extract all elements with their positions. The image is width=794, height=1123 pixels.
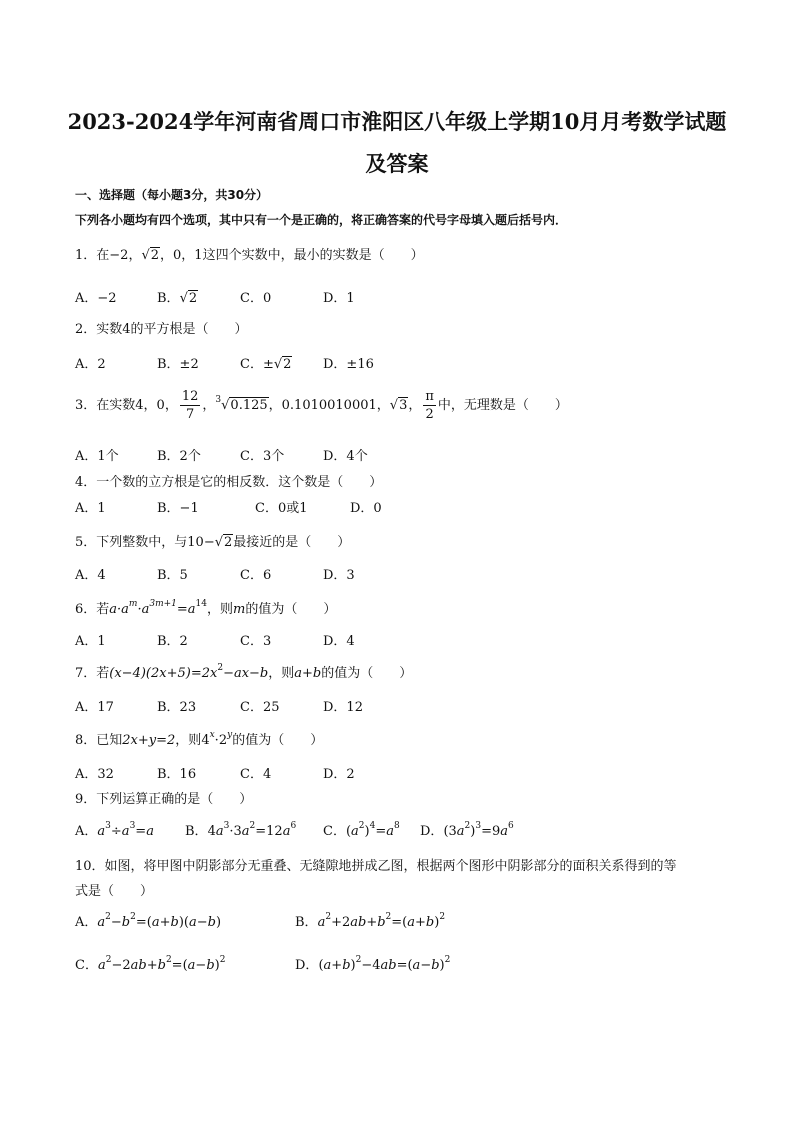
option-a: A．−2 — [75, 291, 117, 306]
option-a: A．$a^2-b^2=(a+b)(a-b)$ — [75, 912, 222, 930]
option-a: A．2 — [75, 357, 106, 372]
question-9: 9．下列运算正确的是（ ） — [75, 792, 253, 807]
option-b: B．√2 — [157, 291, 198, 306]
option-b: B．±2 — [157, 357, 199, 372]
option-a: A．$a^3\div a^3=a$ — [75, 821, 154, 839]
option-c: C．3个 — [240, 449, 285, 464]
option-b: B．2个 — [157, 449, 201, 464]
question-8: 8．已知2x+y=2，则$4^x\cdot 2^y$的值为（ ） — [75, 730, 324, 748]
option-a: A．4 — [75, 568, 106, 583]
option-b: B．$4a^3\cdot 3a^2=12a^6$ — [185, 821, 297, 839]
document-title-line2: 及答案 — [365, 151, 429, 176]
option-b: B．−1 — [157, 501, 199, 516]
option-d: D．0 — [350, 501, 382, 516]
option-c: C．25 — [240, 700, 280, 715]
question-7: 7．若$(x-4)(2x+5)=2x^2-ax-b$，则a+b的值为（ ） — [75, 663, 413, 681]
question-4: 4．一个数的立方根是它的相反数．这个数是（ ） — [75, 475, 383, 490]
option-d: D．$(3a^2)^3=9a^6$ — [420, 821, 514, 839]
fraction-12-7: $\frac{12}{7}$ — [181, 389, 199, 422]
question-10-line2: 式是（ ） — [75, 884, 154, 899]
option-b: B．16 — [157, 767, 197, 782]
question-6: 6．若$a\cdot a^m\cdot a^{3m+1}=a^{14}$，则m的值为（ ） — [75, 599, 337, 617]
section-heading: 一、选择题（每小题3分，共30分） — [75, 188, 269, 202]
fraction-pi-2: $\frac{\pi}{2}$ — [425, 389, 434, 422]
question-2: 2．实数4的平方根是（ ） — [75, 322, 248, 337]
question-5: 5．下列整数中，与10−√2最接近的是（ ） — [75, 535, 351, 550]
option-d: D．±16 — [323, 357, 374, 372]
option-b: B．$a^2+2ab+b^2=(a+b)^2$ — [295, 912, 446, 930]
question-3: 3．在实数4，0， $\frac{12}{7}$ ，$^3$√0.125，0.1010010001，√3， $\frac{\pi}{2}$ 中，无理数是（ ） — [75, 389, 568, 422]
option-c: C．6 — [240, 568, 272, 583]
option-c: C．0 — [240, 291, 272, 306]
option-b: B．23 — [157, 700, 197, 715]
option-d: D．12 — [323, 700, 363, 715]
option-c: C．4 — [240, 767, 272, 782]
option-c: C．$a^2-2ab+b^2=(a-b)^2$ — [75, 955, 226, 973]
option-d: D．4个 — [323, 449, 368, 464]
question-1: 1．在−2，√2，0，1这四个实数中，最小的实数是（ ） — [75, 248, 424, 263]
option-b: B．5 — [157, 568, 188, 583]
option-c: C．0或1 — [255, 501, 308, 516]
option-d: D．2 — [323, 767, 355, 782]
section-instruction: 下列各小题均有四个选项，其中只有一个是正确的，将正确答案的代号字母填入题后括号内． — [75, 213, 568, 227]
option-c: C．$(a^2)^4=a^8$ — [323, 821, 400, 839]
option-d: D．4 — [323, 634, 355, 649]
option-a: A．17 — [75, 700, 114, 715]
option-b: B．2 — [157, 634, 188, 649]
document-title-line1: 2023-2024学年河南省周口市淮阳区八年级上学期10月月考数学试题 — [67, 109, 727, 134]
option-a: A．1 — [75, 501, 106, 516]
option-c: C．3 — [240, 634, 272, 649]
option-d: D．1 — [323, 291, 355, 306]
question-10-line1: 10．如图，将甲图中阴影部分无重叠、无缝隙地拼成乙图，根据两个图形中阴影部分的面积关系得到的等 — [75, 859, 677, 874]
option-d: D．3 — [323, 568, 355, 583]
option-a: A．1 — [75, 634, 106, 649]
option-d: D．$(a+b)^2-4ab=(a-b)^2$ — [295, 955, 451, 973]
option-a: A．1个 — [75, 449, 119, 464]
option-c: C．±√2 — [240, 357, 292, 372]
option-a: A．32 — [75, 767, 114, 782]
